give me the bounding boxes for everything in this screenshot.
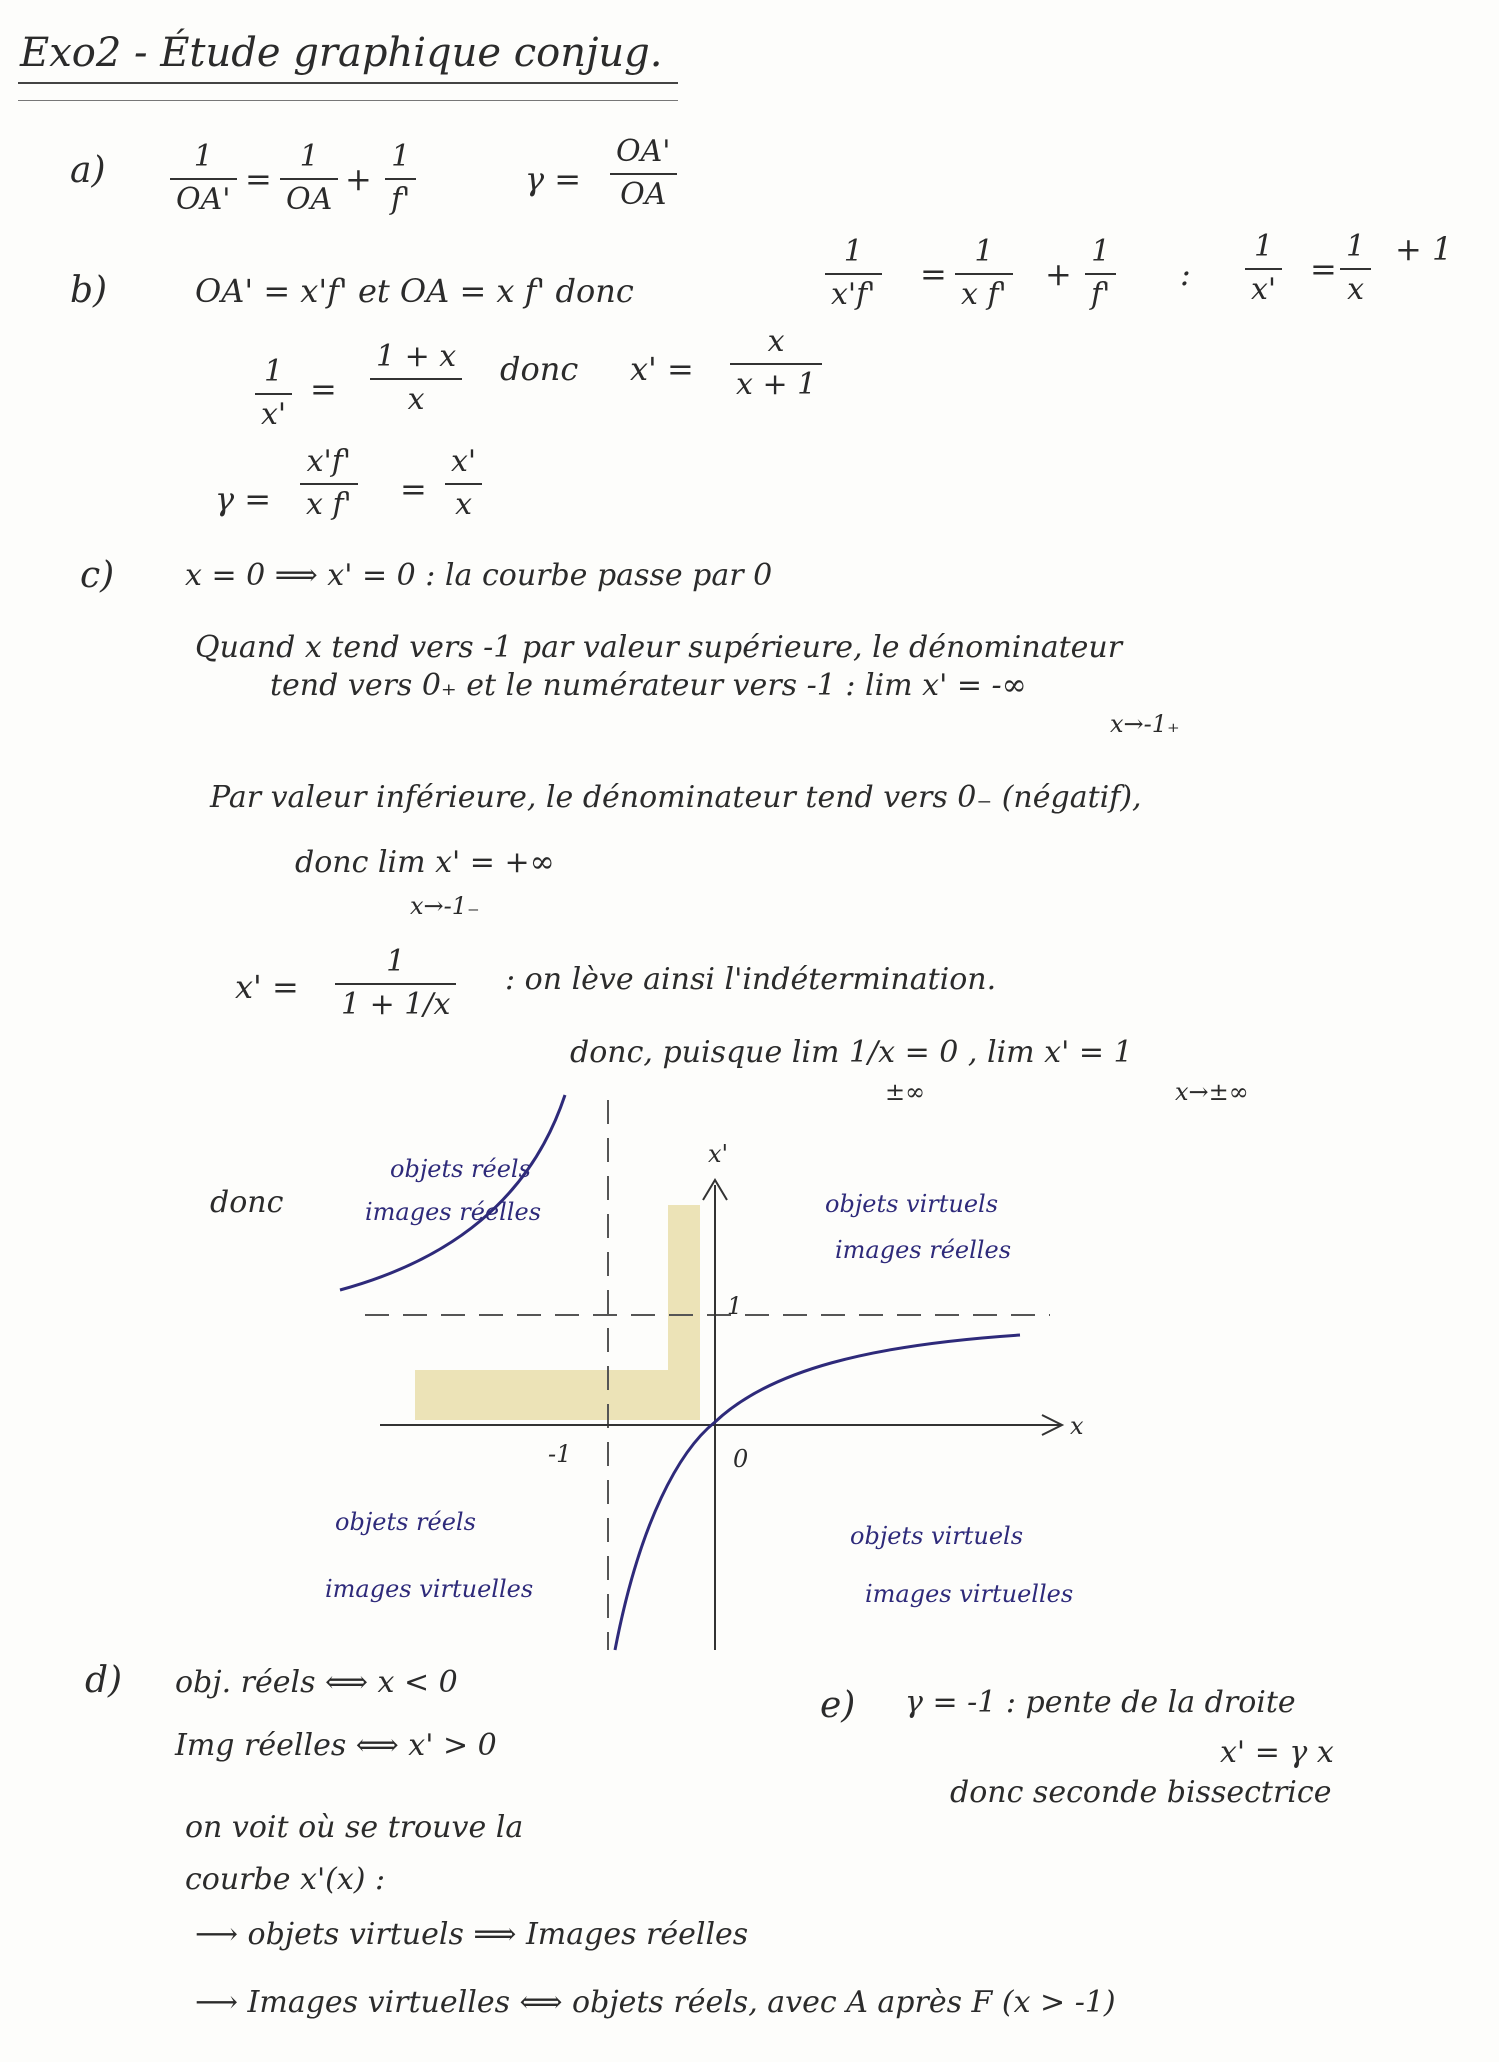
part-c-line3: tend vers 0₊ et le numérateur vers -1 : lim x' = -∞ <box>270 668 1027 703</box>
fraction-denominator: x' <box>1251 271 1277 307</box>
fraction-denominator: OA <box>620 176 667 212</box>
part-c-line7-sub2: x→±∞ <box>1175 1078 1249 1106</box>
fraction-denominator: f' <box>1091 276 1111 312</box>
quadrant-top-left-line2: images réelles <box>365 1198 542 1226</box>
part-b-label: b) <box>70 270 108 311</box>
fraction-denominator: x + 1 <box>736 366 817 402</box>
fraction-denominator: x f' <box>961 276 1007 312</box>
fraction-denominator: x' <box>261 396 287 432</box>
fraction-numerator: 1 <box>1254 229 1274 264</box>
equals-sign: = <box>310 370 337 408</box>
equals-sign: = <box>245 160 272 198</box>
x-axis-label: x <box>1070 1412 1084 1440</box>
fraction-denominator: OA' <box>176 181 231 217</box>
fraction-numerator: x <box>767 324 785 359</box>
quadrant-top-right-line1: objets virtuels <box>825 1190 999 1218</box>
part-c-line3-sub: x→-1₊ <box>1110 710 1180 738</box>
equals-sign: = <box>920 255 947 293</box>
part-c-line4: Par valeur inférieure, le dénominateur tend vers 0₋ (négatif), <box>210 780 1142 815</box>
fraction-numerator: OA' <box>616 134 671 169</box>
fraction-numerator: 1 <box>386 944 406 979</box>
curve-left-branch <box>340 1095 565 1290</box>
fraction-numerator: 1 <box>264 354 284 389</box>
fraction-numerator: x'f' <box>306 444 352 479</box>
tick-minus-one-label: -1 <box>548 1440 572 1468</box>
fraction-denominator: OA <box>286 181 333 217</box>
equals-sign: = <box>400 470 427 508</box>
tick-one-label: 1 <box>727 1292 743 1320</box>
origin-label: 0 <box>733 1445 749 1473</box>
fraction-numerator: x' <box>451 444 477 479</box>
gamma-label: γ = <box>525 160 582 198</box>
part-e-line2: x' = γ x <box>1220 1735 1334 1770</box>
part-c-line6-lhs: x' = <box>235 968 299 1006</box>
xprime-eq: x' = <box>630 350 694 388</box>
donc-word: donc <box>500 350 579 388</box>
plus-sign: + <box>1045 255 1072 293</box>
quadrant-bottom-right-line1: objets virtuels <box>850 1522 1024 1550</box>
part-c-donc: donc <box>210 1185 284 1220</box>
part-d-line1: obj. réels ⟺ x < 0 <box>175 1665 458 1700</box>
fraction-denominator: x'f' <box>831 276 876 312</box>
page-title: Exo2 - Étude graphique conjug. <box>20 30 663 76</box>
fraction-numerator: 1 <box>1091 234 1111 269</box>
part-c-line1: x = 0 ⟹ x' = 0 : la courbe passe par 0 <box>185 558 773 593</box>
fraction-denominator: x <box>1347 271 1364 307</box>
quadrant-bottom-right-line2: images virtuelles <box>865 1580 1074 1608</box>
quadrant-top-right-line2: images réelles <box>835 1236 1012 1264</box>
fraction-numerator: 1 <box>391 139 411 174</box>
part-a-label: a) <box>70 150 106 191</box>
part-c-line6-rest: : on lève ainsi l'indétermination. <box>505 962 997 997</box>
part-d-label: d) <box>85 1660 123 1701</box>
plus-sign: + <box>345 160 372 198</box>
fraction-numerator: 1 <box>974 234 994 269</box>
quadrant-bottom-left-line2: images virtuelles <box>325 1575 534 1603</box>
fraction-numerator: 1 <box>193 139 213 174</box>
fraction-denominator: x <box>407 381 425 417</box>
part-b-line1: OA' = x'f' et OA = x f' donc <box>195 272 634 310</box>
part-d-line6: ⟶ Images virtuelles ⟺ objets réels, avec A après F (x > -1) <box>195 1985 1116 2020</box>
part-c-line5: donc lim x' = +∞ <box>295 845 555 880</box>
part-e-line3: donc seconde bissectrice <box>950 1775 1332 1810</box>
part-c-line2: Quand x tend vers -1 par valeur supérieure, le dénominateur <box>195 630 1123 665</box>
part-c-line5-sub: x→-1₋ <box>410 892 480 920</box>
part-c-label: c) <box>80 555 115 596</box>
quadrant-top-left-line1: objets réels <box>390 1155 531 1183</box>
y-axis-label: x' <box>708 1140 729 1168</box>
part-e-label: e) <box>820 1685 856 1726</box>
colon: : <box>1180 255 1191 293</box>
part-d-line3: on voit où se trouve la <box>185 1810 524 1845</box>
fraction-numerator: 1 <box>843 234 863 269</box>
part-d-line4: courbe x'(x) : <box>185 1862 386 1897</box>
part-d-line2: Img réelles ⟺ x' > 0 <box>175 1728 497 1763</box>
part-e-line1: γ = -1 : pente de la droite <box>905 1685 1296 1720</box>
equals-sign: = <box>1310 250 1337 288</box>
part-c-line7-sub1: ±∞ <box>885 1078 926 1106</box>
gamma-eq-b: γ = <box>215 480 272 518</box>
plus-one: + 1 <box>1395 230 1453 268</box>
fraction-numerator: 1 <box>299 139 319 174</box>
quadrant-bottom-left-line1: objets réels <box>335 1508 476 1536</box>
fraction-denominator: x <box>455 486 473 522</box>
part-c-line7: donc, puisque lim 1/x = 0 , lim x' = 1 <box>570 1035 1133 1070</box>
part-d-line5: ⟶ objets virtuels ⟹ Images réelles <box>195 1917 749 1952</box>
fraction-denominator: x f' <box>306 486 352 522</box>
fraction-denominator: f' <box>391 181 411 217</box>
fraction-numerator: 1 + x <box>376 339 457 374</box>
fraction-numerator: 1 <box>1346 229 1366 264</box>
fraction-denominator: 1 + 1/x <box>341 986 451 1022</box>
